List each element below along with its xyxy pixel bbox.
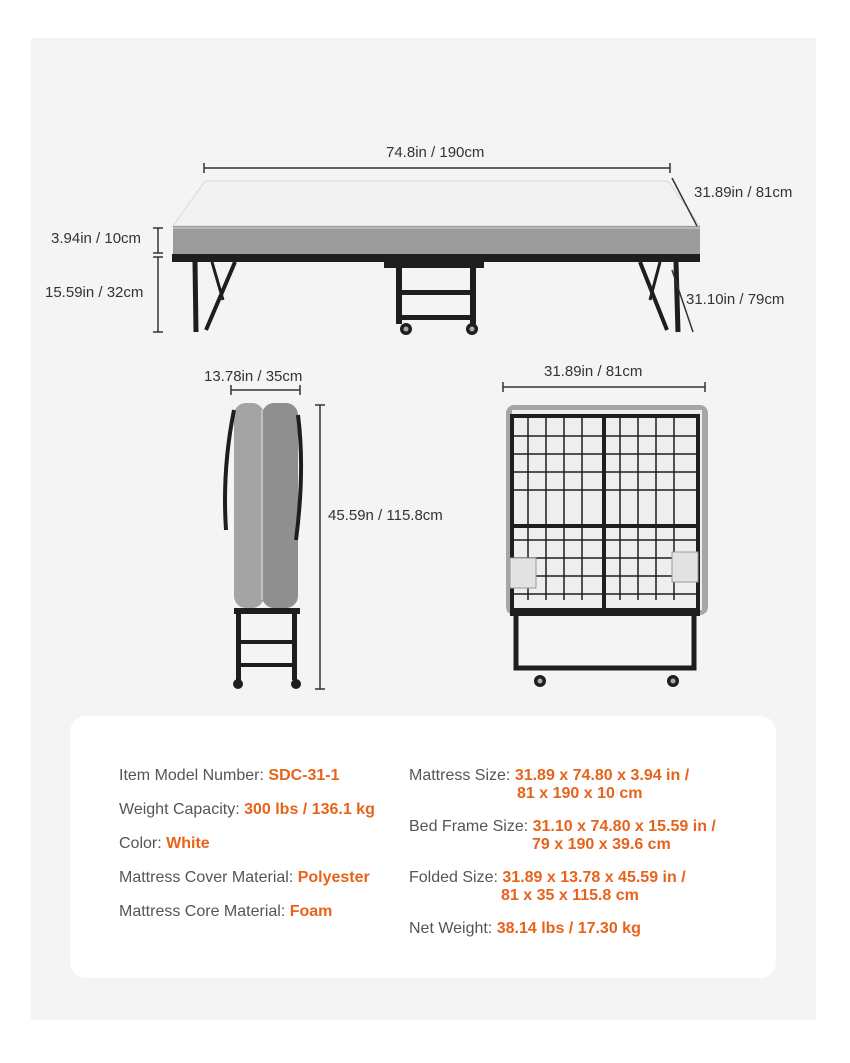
folded-front-drawing — [506, 405, 708, 687]
spec-core-material: Mattress Core Material: Foam — [119, 903, 333, 920]
spec-color: Color: White — [119, 835, 210, 852]
spec-folded-size-metric: 81 x 35 x 115.8 cm — [501, 887, 639, 904]
folded-depth-label: 13.78in / 35cm — [204, 368, 303, 385]
folded-side-drawing — [225, 403, 301, 689]
spec-mattress-size: Mattress Size: 31.89 x 74.80 x 3.94 in / — [409, 767, 690, 784]
width-top-label: 31.89in / 81cm — [694, 184, 793, 201]
mattress-thickness-label: 3.94in / 10cm — [51, 230, 142, 247]
spec-frame-size: Bed Frame Size: 31.10 x 74.80 x 15.59 in / — [409, 818, 716, 835]
folded-height-label: 45.59n / 115.8cm — [328, 507, 443, 524]
leg-height-label: 15.59in / 32cm — [45, 284, 144, 301]
length-label: 74.8in / 190cm — [386, 144, 485, 161]
spec-cover-material: Mattress Cover Material: Polyester — [119, 869, 370, 886]
spec-weight-capacity: Weight Capacity: 300 lbs / 136.1 kg — [119, 801, 375, 818]
spec-net-weight: Net Weight: 38.14 lbs / 17.30 kg — [409, 920, 641, 937]
spec-model-number: Item Model Number: SDC-31-1 — [119, 767, 340, 784]
folded-width-label: 31.89in / 81cm — [544, 363, 643, 380]
spec-folded-size: Folded Size: 31.89 x 13.78 x 45.59 in / — [409, 869, 686, 886]
unfolded-bed-drawing — [172, 181, 700, 335]
spec-frame-size-metric: 79 x 190 x 39.6 cm — [532, 836, 671, 853]
frame-width-label: 31.10in / 79cm — [686, 291, 785, 308]
spec-mattress-size-metric: 81 x 190 x 10 cm — [517, 785, 643, 802]
